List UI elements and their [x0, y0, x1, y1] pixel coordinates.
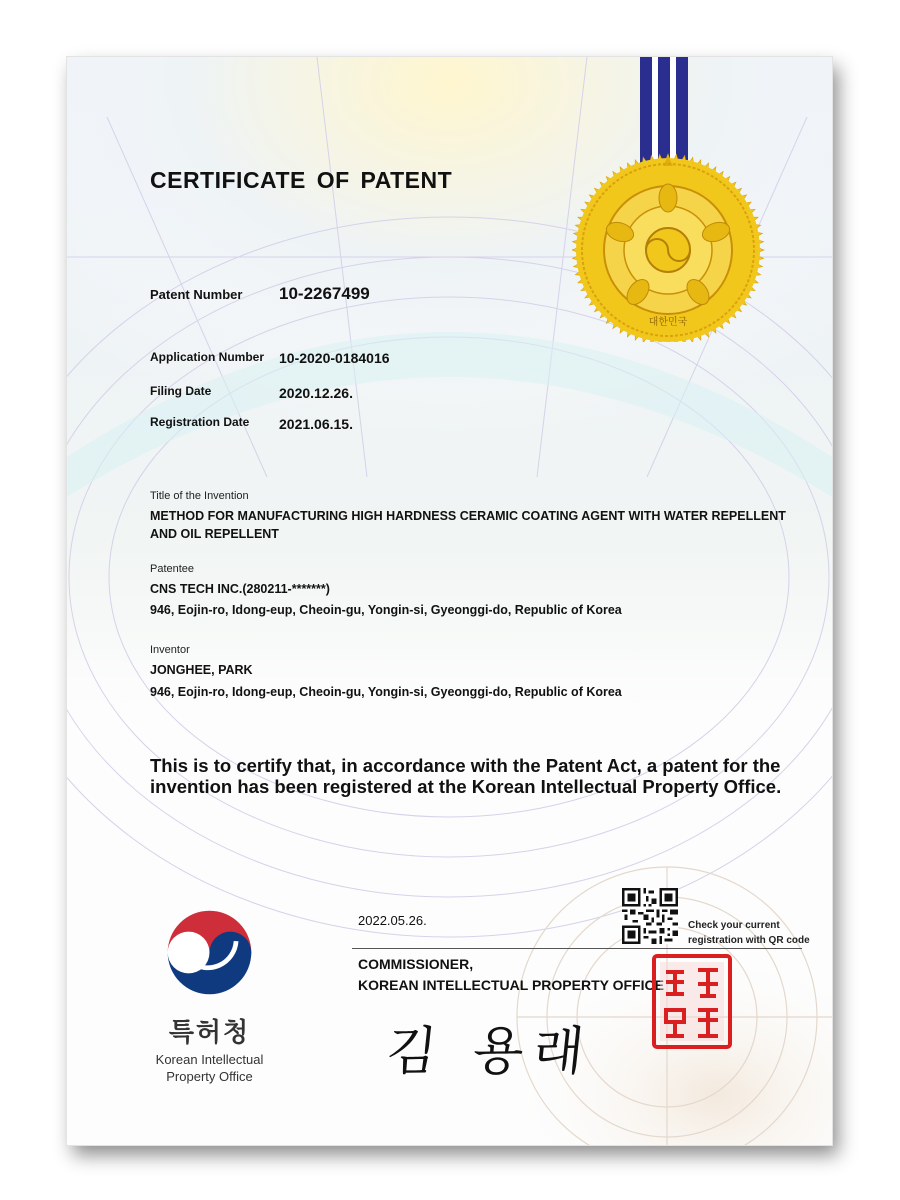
- official-red-seal: [652, 954, 732, 1049]
- patent-number-label: Patent Number: [150, 287, 243, 302]
- patent-number: 10-2267499: [279, 284, 370, 303]
- kipo-name-english: [137, 1051, 282, 1085]
- kipo-taegeuk-logo: [162, 905, 257, 1000]
- application-number: 10-2020-0184016: [279, 350, 390, 366]
- qr-note-line2: registration with QR code: [688, 935, 810, 946]
- commissioner-line2: KOREAN INTELLECTUAL PROPERTY OFFICE: [358, 977, 664, 993]
- patentee-label: Patentee: [150, 563, 195, 575]
- patentee-name: CNS TECH INC.(280211-*******): [150, 582, 330, 596]
- qr-code[interactable]: [622, 888, 678, 944]
- registration-date: 2021.06.15.: [279, 416, 353, 432]
- certification-statement: This is to certify that, in accordance with the Patent Act, a patent for the invention has been registered at the Korean Intellectual Property Office.: [150, 755, 782, 797]
- inventor-address: 946, Eojin-ro, Idong-eup, Cheoin-gu, Yongin-si, Gyeonggi-do, Republic of Korea: [150, 685, 622, 699]
- certificate-title: CERTIFICATE OF PATENT: [150, 167, 453, 193]
- certificate-paper: [67, 57, 832, 1145]
- invention-title-line2: AND OIL REPELLENT: [150, 527, 279, 541]
- registration-date-label: Registration Date: [150, 415, 250, 429]
- medal-text: 대한민국: [648, 317, 688, 328]
- qr-note: [688, 918, 828, 948]
- gold-medal-seal: [572, 57, 767, 342]
- invention-label: Title of the Invention: [150, 490, 249, 502]
- patentee-address: 946, Eojin-ro, Idong-eup, Cheoin-gu, Yongin-si, Gyeonggi-do, Republic of Korea: [150, 603, 622, 617]
- commissioner-title: [358, 954, 664, 996]
- issue-date: 2022.05.26.: [358, 913, 427, 928]
- filing-date: 2020.12.26.: [279, 385, 353, 401]
- kipo-name-english-line2: Property Office: [166, 1069, 253, 1084]
- commissioner-signature: 김 용래: [383, 1022, 597, 1082]
- application-number-label: Application Number: [150, 350, 265, 364]
- kipo-name-korean: 특허청: [168, 1017, 251, 1047]
- qr-note-line1: Check your current: [688, 920, 780, 931]
- commissioner-line1: COMMISSIONER,: [358, 956, 474, 972]
- filing-date-label: Filing Date: [150, 384, 212, 398]
- signature-divider: [352, 948, 802, 949]
- inventor-label: Inventor: [150, 644, 190, 656]
- kipo-name-english-line1: Korean Intellectual: [155, 1052, 264, 1067]
- invention-title-line1: METHOD FOR MANUFACTURING HIGH HARDNESS CERAMIC COATING AGENT WITH WATER REPELLENT: [150, 509, 786, 523]
- inventor-name: JONGHEE, PARK: [150, 663, 253, 677]
